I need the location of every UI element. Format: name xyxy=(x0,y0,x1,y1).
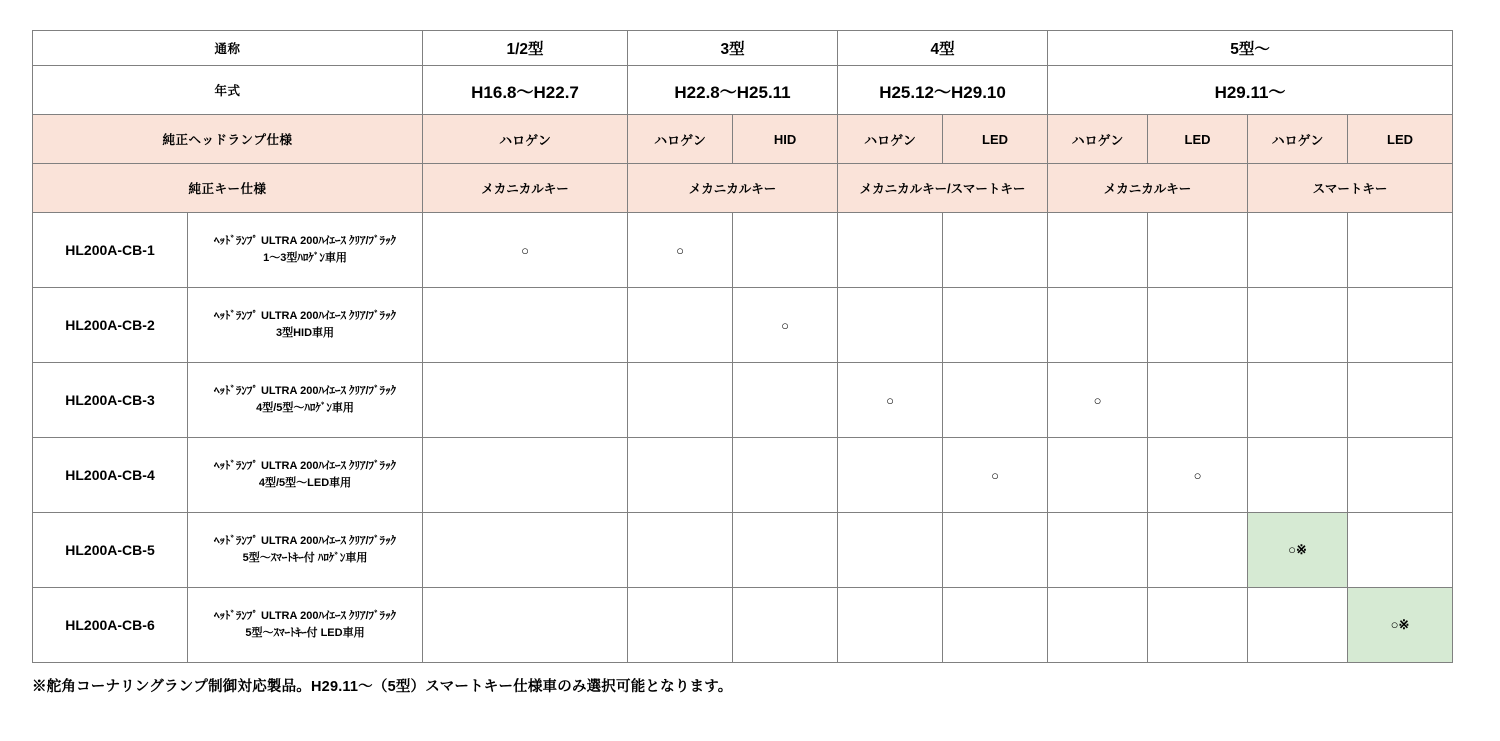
header-cell-nickname-3: 5型～ xyxy=(1048,31,1453,66)
compat-mark xyxy=(838,513,943,588)
header-label-year: 年式 xyxy=(33,66,423,115)
compat-mark: ○ xyxy=(423,213,628,288)
compat-mark xyxy=(423,438,628,513)
compat-mark xyxy=(628,588,733,663)
compat-mark: ○ xyxy=(1148,438,1248,513)
header-cell-lamp-0: ハロゲン xyxy=(423,115,628,164)
compat-mark xyxy=(1048,288,1148,363)
header-cell-key-3: メカニカルキー xyxy=(1048,164,1248,213)
product-code: HL200A-CB-1 xyxy=(33,213,188,288)
product-description xyxy=(188,588,423,663)
compatibility-table xyxy=(32,30,1453,663)
header-cell-lamp-8: LED xyxy=(1348,115,1453,164)
product-code: HL200A-CB-2 xyxy=(33,288,188,363)
header-cell-year-2: H25.12～H29.10 xyxy=(838,66,1048,115)
compat-mark: ○ xyxy=(628,213,733,288)
compat-mark xyxy=(1348,438,1453,513)
product-description xyxy=(188,288,423,363)
header-cell-key-4: スマートキー xyxy=(1248,164,1453,213)
product-description-line1: ﾍｯﾄﾞﾗﾝﾌﾟ ULTRA 200ﾊｲｴｰｽ ｸﾘｱ/ﾌﾞﾗｯｸ xyxy=(213,309,397,322)
compat-mark xyxy=(943,513,1048,588)
product-description xyxy=(188,513,423,588)
header-cell-year-3: H29.11～ xyxy=(1048,66,1453,115)
product-description-line2: 5型～ｽﾏｰﾄｷｰ付 LED車用 xyxy=(245,627,365,639)
product-code: HL200A-CB-3 xyxy=(33,363,188,438)
header-cell-key-1: メカニカルキー xyxy=(628,164,838,213)
product-code: HL200A-CB-6 xyxy=(33,588,188,663)
compat-mark xyxy=(628,288,733,363)
compat-mark xyxy=(1348,513,1453,588)
compat-mark xyxy=(1248,363,1348,438)
compat-mark xyxy=(838,288,943,363)
compat-mark xyxy=(943,288,1048,363)
product-code: HL200A-CB-4 xyxy=(33,438,188,513)
product-description-line1: ﾍｯﾄﾞﾗﾝﾌﾟ ULTRA 200ﾊｲｴｰｽ ｸﾘｱ/ﾌﾞﾗｯｸ xyxy=(213,609,397,622)
header-cell-key-0: メカニカルキー xyxy=(423,164,628,213)
compat-mark xyxy=(838,213,943,288)
compat-mark xyxy=(943,588,1048,663)
compat-mark xyxy=(1248,438,1348,513)
compat-mark: ○※ xyxy=(1248,513,1348,588)
header-label-nickname: 通称 xyxy=(33,31,423,66)
compat-mark xyxy=(733,363,838,438)
header-row-year xyxy=(33,66,1453,115)
compat-mark xyxy=(423,363,628,438)
compat-mark: ○ xyxy=(733,288,838,363)
table-row xyxy=(33,438,1453,513)
compat-mark: ○ xyxy=(838,363,943,438)
header-cell-nickname-1: 3型 xyxy=(628,31,838,66)
compat-mark xyxy=(1048,513,1148,588)
compat-mark xyxy=(1348,213,1453,288)
product-description-line1: ﾍｯﾄﾞﾗﾝﾌﾟ ULTRA 200ﾊｲｴｰｽ ｸﾘｱ/ﾌﾞﾗｯｸ xyxy=(213,234,397,247)
table-row xyxy=(33,588,1453,663)
compat-mark xyxy=(733,213,838,288)
header-cell-nickname-2: 4型 xyxy=(838,31,1048,66)
compat-mark: ○ xyxy=(1048,363,1148,438)
footnote: ※舵角コーナリングランプ制御対応製品。H29.11～（5型）スマートキー仕様車のみ選択可能となります。 xyxy=(32,679,733,695)
compat-mark xyxy=(1248,588,1348,663)
product-description-line2: 1～3型ﾊﾛｹﾞﾝ車用 xyxy=(263,252,347,264)
header-cell-lamp-5: ハロゲン xyxy=(1048,115,1148,164)
compat-mark xyxy=(1048,213,1148,288)
product-code: HL200A-CB-5 xyxy=(33,513,188,588)
product-description-line1: ﾍｯﾄﾞﾗﾝﾌﾟ ULTRA 200ﾊｲｴｰｽ ｸﾘｱ/ﾌﾞﾗｯｸ xyxy=(213,534,397,547)
header-label-lamp-spec: 純正ヘッドランプ仕様 xyxy=(33,115,423,164)
compat-mark xyxy=(628,438,733,513)
header-row-lamp-spec xyxy=(33,115,1453,164)
compat-mark xyxy=(1048,438,1148,513)
header-label-key-spec: 純正キー仕様 xyxy=(33,164,423,213)
compat-mark xyxy=(1148,588,1248,663)
compat-mark xyxy=(1148,363,1248,438)
compat-mark xyxy=(628,513,733,588)
compat-mark xyxy=(838,438,943,513)
compat-mark xyxy=(423,288,628,363)
compat-mark xyxy=(1248,288,1348,363)
header-cell-lamp-6: LED xyxy=(1148,115,1248,164)
table-row xyxy=(33,363,1453,438)
compat-mark xyxy=(733,513,838,588)
product-description-line2: 4型/5型～ﾊﾛｹﾞﾝ車用 xyxy=(256,402,354,414)
product-description-line1: ﾍｯﾄﾞﾗﾝﾌﾟ ULTRA 200ﾊｲｴｰｽ ｸﾘｱ/ﾌﾞﾗｯｸ xyxy=(213,384,397,397)
product-description-line2: 5型～ｽﾏｰﾄｷｰ付 ﾊﾛｹﾞﾝ車用 xyxy=(242,552,368,564)
compat-mark xyxy=(1348,363,1453,438)
compat-mark xyxy=(838,588,943,663)
product-description-line1: ﾍｯﾄﾞﾗﾝﾌﾟ ULTRA 200ﾊｲｴｰｽ ｸﾘｱ/ﾌﾞﾗｯｸ xyxy=(213,459,397,472)
compat-mark xyxy=(1048,588,1148,663)
compat-mark xyxy=(1148,213,1248,288)
header-cell-key-2: メカニカルキー/スマートキー xyxy=(838,164,1048,213)
compat-mark xyxy=(628,363,733,438)
header-cell-lamp-1: ハロゲン xyxy=(628,115,733,164)
header-row-key-spec xyxy=(33,164,1453,213)
header-row-nickname xyxy=(33,31,1453,66)
compat-mark xyxy=(1348,288,1453,363)
header-cell-lamp-2: HID xyxy=(733,115,838,164)
compat-mark xyxy=(733,588,838,663)
product-description xyxy=(188,363,423,438)
header-cell-nickname-0: 1/2型 xyxy=(423,31,628,66)
table-row xyxy=(33,513,1453,588)
compat-mark: ○※ xyxy=(1348,588,1453,663)
header-cell-year-0: H16.8～H22.7 xyxy=(423,66,628,115)
product-description-line2: 4型/5型～LED車用 xyxy=(258,477,352,489)
compat-mark xyxy=(733,438,838,513)
compat-mark xyxy=(943,363,1048,438)
compat-mark xyxy=(423,588,628,663)
header-cell-lamp-3: ハロゲン xyxy=(838,115,943,164)
table-row xyxy=(33,213,1453,288)
product-description xyxy=(188,213,423,288)
compat-mark xyxy=(943,213,1048,288)
header-cell-year-1: H22.8～H25.11 xyxy=(628,66,838,115)
compat-mark xyxy=(1148,288,1248,363)
header-cell-lamp-4: LED xyxy=(943,115,1048,164)
header-cell-lamp-7: ハロゲン xyxy=(1248,115,1348,164)
compat-mark: ○ xyxy=(943,438,1048,513)
compat-mark xyxy=(423,513,628,588)
table-row xyxy=(33,288,1453,363)
compat-mark xyxy=(1248,213,1348,288)
product-description-line2: 3型HID車用 xyxy=(275,327,335,339)
product-description xyxy=(188,438,423,513)
compat-mark xyxy=(1148,513,1248,588)
